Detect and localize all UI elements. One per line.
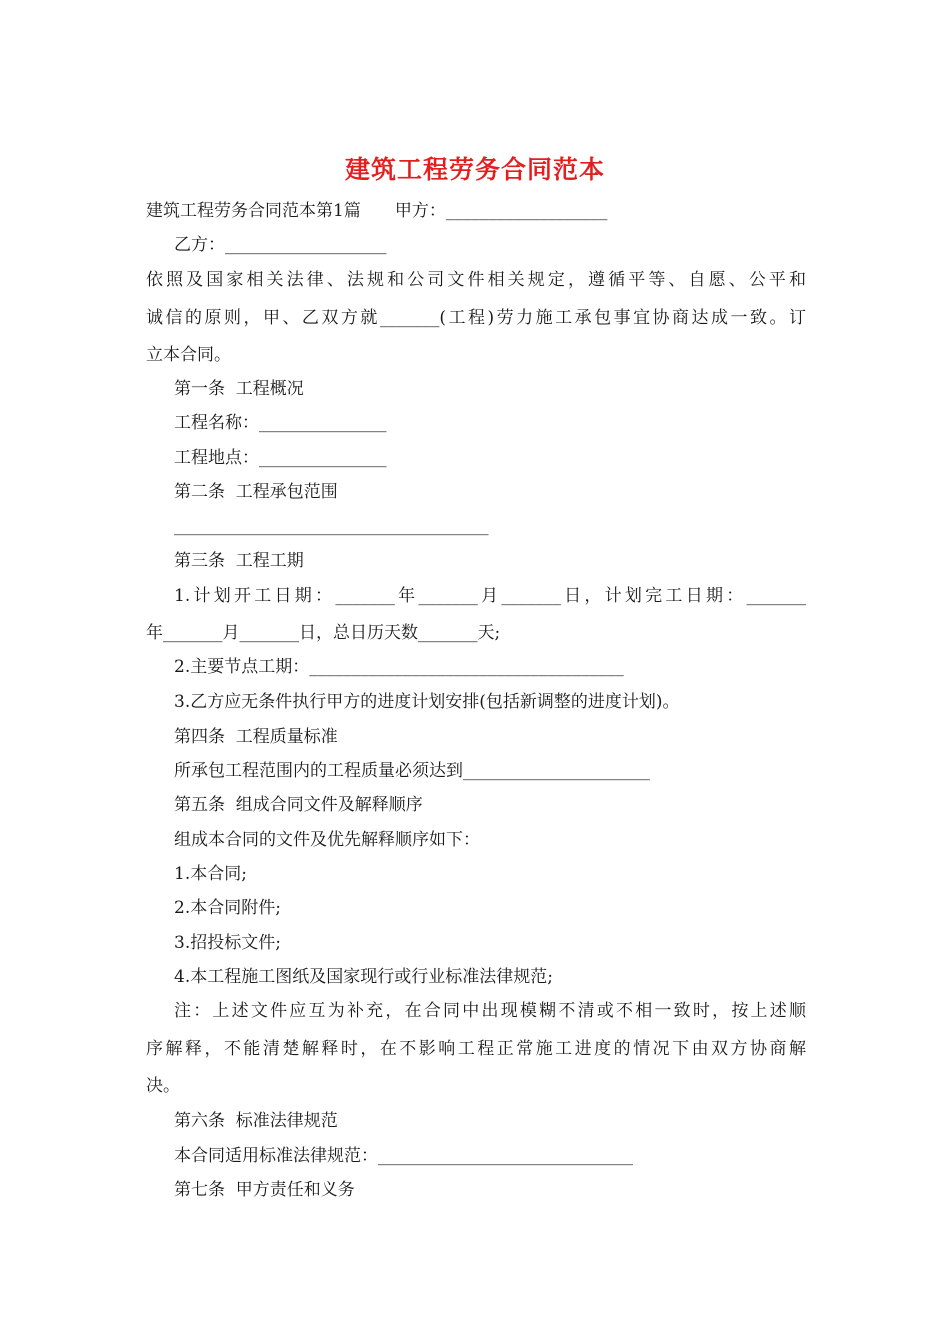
article-1-heading: 第一条 工程概况 [174, 379, 304, 399]
list-item-2: 2.本合同附件; [174, 898, 281, 918]
standards-line: 本合同适用标准法律规范：______________________________ [174, 1146, 633, 1166]
quality-line: 所承包工程范围内的工程质量必须达到______________________ [174, 761, 650, 781]
list-item-4: 4.本工程施工图纸及国家现行或行业标准法律规范; [174, 967, 553, 987]
article-4-heading: 第四条 工程质量标准 [174, 727, 338, 747]
progress-plan-line: 3.乙方应无条件执行甲方的进度计划安排(包括新调整的进度计划)。 [174, 692, 680, 712]
project-location-line: 工程地点：_______________ [174, 448, 387, 468]
milestone-line: 2.主要节点工期：_____________________________________ [174, 657, 624, 677]
note-line-1: 注：上述文件应互为补充，在合同中出现模糊不清或不相一致时，按上述顺 [174, 1001, 806, 1021]
party-b-line: 乙方：___________________ [174, 235, 387, 255]
schedule-line-2: 年_______月_______日，总日历天数_______天; [146, 623, 501, 643]
article-3-heading: 第三条 工程工期 [174, 551, 304, 571]
preamble-line-2: 诚信的原则，甲、乙双方就_______(工程)劳力施工承包事宜协商达成一致。订 [146, 308, 806, 328]
list-item-1: 1.本合同; [174, 864, 247, 884]
note-line-2: 序解释，不能清楚解释时，在不影响工程正常施工进度的情况下由双方协商解 [146, 1039, 806, 1059]
schedule-line-1: 1.计划开工日期：_______年_______月_______日，计划完工日期：_______ [174, 586, 806, 606]
article-2-heading: 第二条 工程承包范围 [174, 482, 338, 502]
order-intro-line: 组成本合同的文件及优先解释顺序如下： [174, 830, 480, 850]
article-5-heading: 第五条 组成合同文件及解释顺序 [174, 795, 423, 815]
intro-line: 建筑工程劳务合同范本第1篇 甲方：___________________ [146, 201, 608, 221]
preamble-line-3: 立本合同。 [146, 345, 231, 365]
document-title: 建筑工程劳务合同范本 [344, 155, 605, 184]
preamble-line-1: 依照及国家相关法律、法规和公司文件相关规定，遵循平等、自愿、公平和 [146, 270, 806, 290]
list-item-3: 3.招投标文件; [174, 933, 281, 953]
note-line-3: 决。 [146, 1076, 180, 1096]
article-6-heading: 第六条 标准法律规范 [174, 1111, 338, 1131]
article-7-heading: 第七条 甲方责任和义务 [174, 1180, 355, 1200]
project-name-line: 工程名称：_______________ [174, 413, 387, 433]
scope-blank-line: _____________________________________ [174, 516, 489, 536]
